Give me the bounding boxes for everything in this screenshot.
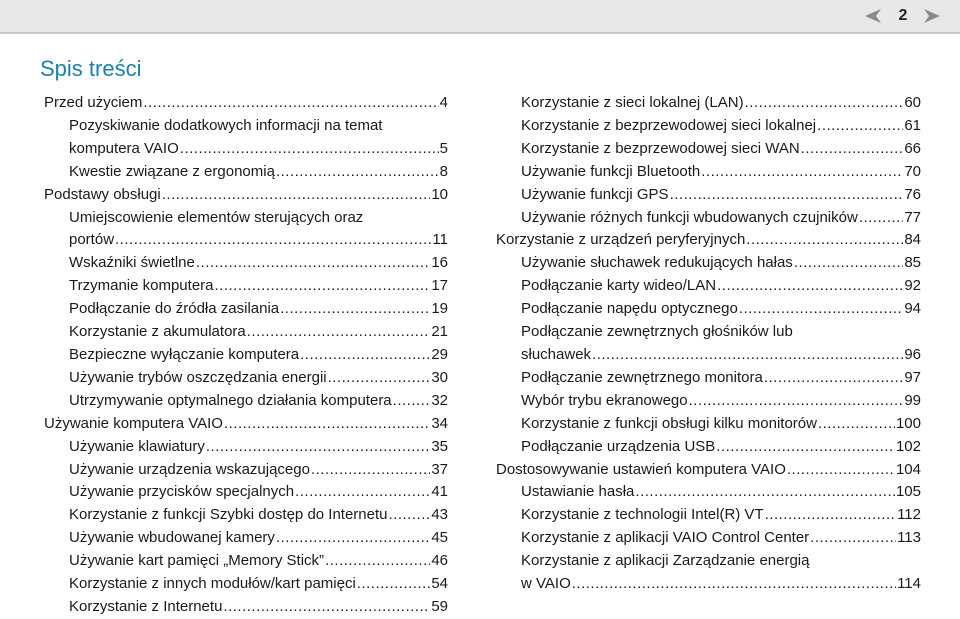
toc-entry[interactable] (44, 550, 448, 573)
toc-entry-line (521, 390, 921, 413)
toc-page-number: 35 (431, 437, 448, 455)
toc-page-number: 66 (904, 139, 921, 157)
dot-leader (670, 184, 904, 207)
toc-entry-line (69, 459, 448, 482)
toc-entry[interactable] (44, 527, 448, 550)
toc-entry-title: Utrzymywanie optymalnego działania komputera (69, 391, 392, 409)
toc-entry-line (69, 298, 448, 321)
toc-entry-line (521, 413, 921, 436)
page-number: 2 (898, 7, 908, 24)
toc-entry-line (69, 344, 448, 367)
toc-entry[interactable] (496, 413, 921, 436)
toc-entry-title: Podłączanie urządzenia USB (521, 437, 716, 455)
dot-leader (689, 390, 904, 413)
toc-page-number: 94 (904, 300, 921, 318)
toc-entry-title: Korzystanie z funkcji Szybki dostęp do Internetu (69, 506, 388, 524)
toc-page-number: 92 (904, 277, 921, 295)
dot-leader (143, 92, 438, 115)
toc-entry-line (521, 207, 921, 230)
toc-entry[interactable] (44, 298, 448, 321)
toc-entry-title: Używanie słuchawek redukujących hałas (521, 254, 793, 272)
toc-page-number: 19 (431, 300, 448, 318)
toc-entry-title: Korzystanie z sieci lokalnej (LAN) (521, 94, 744, 111)
toc-page-number: 16 (431, 254, 448, 272)
toc-entry-line (69, 275, 448, 298)
toc-entry-line (69, 573, 448, 596)
toc-page-number: 59 (431, 597, 448, 615)
toc-entry[interactable] (496, 481, 921, 504)
dot-leader (115, 229, 431, 252)
toc-entry[interactable] (496, 92, 921, 115)
toc-page-number: 8 (439, 162, 448, 180)
toc-entry[interactable] (44, 115, 448, 161)
toc-section-entry[interactable] (44, 92, 448, 115)
toc-entry-title: Używanie trybów oszczędzania energii (69, 368, 327, 386)
toc-column-left (44, 92, 448, 619)
toc-entry-title: Ustawianie hasła (521, 483, 635, 501)
toc-entry-line (521, 573, 921, 596)
toc-entry-title: Używanie klawiatury (69, 437, 205, 455)
toc-entry[interactable] (496, 504, 921, 527)
top-bar (0, 0, 960, 32)
toc-entry[interactable] (496, 115, 921, 138)
dot-leader (794, 252, 904, 275)
toc-page-number: 11 (432, 231, 448, 249)
toc-entry[interactable] (44, 207, 448, 253)
toc-entry-title: Trzymanie komputera (69, 277, 214, 295)
toc-page-number: 32 (431, 391, 448, 409)
toc-entry-line (69, 550, 448, 573)
toc-entry-line (69, 481, 448, 504)
toc-page-number: 61 (904, 116, 921, 134)
toc-entry-line (521, 161, 921, 184)
toc-entry-line (521, 367, 921, 390)
toc-entry-line (521, 92, 921, 115)
toc-page-number: 46 (431, 552, 448, 570)
toc-entry-line (69, 390, 448, 413)
toc-entry-title: Korzystanie z innych modułów/kart pamięci (69, 575, 356, 593)
toc-page-number: 43 (431, 506, 448, 524)
toc-page-number: 29 (431, 345, 448, 363)
dot-leader (357, 573, 431, 596)
toc-entry[interactable] (44, 390, 448, 413)
toc-entry-title: Korzystanie z technologii Intel(R) VT (521, 506, 764, 524)
toc-entry[interactable] (44, 367, 448, 390)
toc-entry-line (496, 459, 921, 482)
toc-entry[interactable] (496, 252, 921, 275)
dot-leader (764, 367, 904, 390)
toc-entry[interactable] (496, 527, 921, 550)
toc-entry[interactable] (44, 573, 448, 596)
toc-entry-line (69, 138, 448, 161)
dot-leader (196, 252, 430, 275)
toc-entry-title: Pozyskiwanie dodatkowych informacji na temat (69, 116, 383, 134)
toc-page-number: 97 (904, 368, 921, 386)
toc-entry[interactable] (44, 596, 448, 619)
arrow-right-icon (924, 9, 940, 23)
toc-entry-line (521, 252, 921, 275)
toc-page-number: 114 (897, 575, 921, 593)
toc-entry-title: Podłączanie do źródła zasilania (69, 300, 280, 318)
toc-page-number: 84 (904, 231, 921, 249)
toc-entry-line (69, 367, 448, 390)
toc-entry[interactable] (496, 275, 921, 298)
dot-leader (635, 481, 895, 504)
toc-entry-title: Używanie kart pamięci „Memory Stick” (69, 552, 325, 570)
toc-entry-line (521, 115, 921, 138)
toc-entry-title: Podłączanie karty wideo/LAN (521, 277, 717, 295)
toc-page-number: 4 (439, 94, 448, 111)
dot-leader (280, 298, 430, 321)
toc-entry-title: Używanie wbudowanej kamery (69, 529, 275, 547)
toc-entry-title: Korzystanie z aplikacji Zarządzanie energią (521, 552, 810, 570)
toc-entry-line (521, 527, 921, 550)
toc-entry[interactable] (496, 550, 921, 596)
page-title: Spis treści (40, 56, 142, 81)
dot-leader (859, 207, 903, 230)
dot-leader (818, 413, 895, 436)
toc-entry-line (521, 481, 921, 504)
toc-entry-title: Korzystanie z Internetu (69, 597, 223, 615)
toc-entry[interactable] (496, 207, 921, 230)
toc-page-number: 70 (904, 162, 921, 180)
toc-entry[interactable] (496, 436, 921, 459)
toc-entry-line (44, 184, 448, 207)
toc-entry-line (496, 229, 921, 252)
prev-page-button[interactable] (865, 0, 881, 32)
dot-leader (701, 161, 903, 184)
toc-page-number: 112 (897, 506, 921, 524)
toc-entry-title: Przed użyciem (44, 94, 143, 111)
toc-section-entry[interactable] (496, 229, 921, 252)
toc-entry-title: Wybór trybu ekranowego (521, 391, 688, 409)
toc-entry-title-continued: w VAIO (521, 575, 571, 593)
toc-page-number: 10 (431, 185, 448, 203)
toc-entry-title: Używanie funkcji Bluetooth (521, 162, 701, 180)
dot-leader (801, 138, 904, 161)
dot-leader (162, 184, 431, 207)
toc-entry-title: Korzystanie z bezprzewodowej sieci WAN (521, 139, 800, 157)
dot-leader (223, 596, 430, 619)
toc-column-right (496, 92, 921, 596)
dot-leader (224, 413, 430, 436)
toc-entry-line (521, 275, 921, 298)
toc-page-number: 76 (904, 185, 921, 203)
toc-page-number: 5 (439, 139, 448, 157)
toc-entry-title: Korzystanie z funkcji obsługi kilku monitorów (521, 414, 817, 432)
toc-entry-title: Podstawy obsługi (44, 185, 161, 203)
toc-page-number: 105 (895, 483, 921, 501)
toc-entry-title: Bezpieczne wyłączanie komputera (69, 345, 300, 363)
toc-entry[interactable] (44, 481, 448, 504)
toc-entry[interactable] (44, 252, 448, 275)
toc-entry-title: Używanie urządzenia wskazującego (69, 460, 310, 478)
toc-entry-line (521, 504, 921, 527)
toc-entry-title: Dostosowywanie ustawień komputera VAIO (496, 460, 786, 478)
toc-page-number: 102 (895, 437, 921, 455)
toc-entry-title: Podłączanie zewnętrznego monitora (521, 368, 763, 386)
toc-entry[interactable] (44, 344, 448, 367)
toc-entry[interactable] (496, 138, 921, 161)
toc-entry-line (44, 413, 448, 436)
toc-entry-title: Wskaźniki świetlne (69, 254, 195, 272)
toc-page-number: 77 (904, 208, 921, 226)
toc-entry[interactable] (496, 298, 921, 321)
dot-leader (247, 321, 431, 344)
toc-page-number: 21 (431, 323, 448, 341)
toc-entry-title: Kwestie związane z ergonomią (69, 162, 275, 180)
toc-entry-title: Podłączanie zewnętrznych głośników lub (521, 323, 793, 341)
toc-section-entry[interactable] (44, 413, 448, 436)
toc-entry[interactable] (44, 504, 448, 527)
toc-page-number: 41 (431, 483, 448, 501)
toc-entry-title: Korzystanie z aplikacji VAIO Control Center (521, 529, 810, 547)
toc-entry-title-continued: słuchawek (521, 345, 592, 363)
toc-entry-title-continued: portów (69, 231, 115, 249)
toc-page-number: 99 (904, 391, 921, 409)
toc-page-number: 34 (431, 414, 448, 432)
dot-leader (276, 527, 430, 550)
toc-entry-title: Podłączanie napędu optycznego (521, 300, 738, 318)
dot-leader (739, 298, 903, 321)
dot-leader (276, 161, 439, 184)
toc-entry-line (521, 344, 921, 367)
toc-entry-title: Używanie komputera VAIO (44, 414, 223, 432)
toc-page-number: 104 (895, 460, 921, 478)
toc-entry-title: Korzystanie z bezprzewodowej sieci lokalnej (521, 116, 817, 134)
toc-entry-title: Korzystanie z urządzeń peryferyjnych (496, 231, 746, 249)
dot-leader (810, 527, 896, 550)
dot-leader (180, 138, 439, 161)
dot-leader (765, 504, 896, 527)
toc-entry-line (44, 92, 448, 115)
dot-leader (787, 459, 895, 482)
toc-entry[interactable] (44, 161, 448, 184)
toc-page-number: 54 (431, 575, 448, 593)
toc-entry[interactable] (496, 321, 921, 367)
toc-page-number: 113 (897, 529, 921, 547)
dot-leader (745, 92, 904, 115)
toc-page-number: 85 (904, 254, 921, 272)
dot-leader (311, 459, 430, 482)
toc-entry-title: Używanie różnych funkcji wbudowanych czujników (521, 208, 858, 226)
toc-entry-line (521, 138, 921, 161)
toc-entry[interactable] (44, 436, 448, 459)
toc-entry-title-continued: komputera VAIO (69, 139, 179, 157)
toc-entry-title: Używanie funkcji GPS (521, 185, 669, 203)
toc-page-number: 30 (431, 368, 448, 386)
dot-leader (717, 275, 903, 298)
toc-entry[interactable] (496, 390, 921, 413)
toc-entry[interactable] (44, 321, 448, 344)
toc-entry-line (69, 252, 448, 275)
toc-page-number: 37 (431, 460, 448, 478)
toc-page-number: 100 (895, 414, 921, 432)
toc-entry-line (69, 229, 448, 252)
toc-entry[interactable] (496, 161, 921, 184)
toc-page-number: 60 (904, 94, 921, 111)
dot-leader (716, 436, 895, 459)
toc-entry-line (521, 298, 921, 321)
toc-entry[interactable] (44, 459, 448, 482)
toc-entry-title: Korzystanie z akumulatora (69, 323, 246, 341)
dot-leader (328, 367, 431, 390)
toc-entry[interactable] (44, 275, 448, 298)
toc-page-number: 17 (431, 277, 448, 295)
toc-entry-line (69, 527, 448, 550)
toc-entry[interactable] (496, 367, 921, 390)
dot-leader (572, 573, 896, 596)
dot-leader (393, 390, 431, 413)
dot-leader (325, 550, 430, 573)
dot-leader (300, 344, 430, 367)
toc-entry-line (69, 436, 448, 459)
next-page-button[interactable] (924, 0, 940, 32)
toc-entry-line (521, 184, 921, 207)
toc-section-entry[interactable] (496, 459, 921, 482)
toc-entry-title: Używanie przycisków specjalnych (69, 483, 295, 501)
dot-leader (295, 481, 430, 504)
dot-leader (817, 115, 903, 138)
toc-page-number: 45 (431, 529, 448, 547)
toc-entry-line (69, 321, 448, 344)
toc-entry-line (521, 436, 921, 459)
toc-entry-line (69, 504, 448, 527)
toc-section-entry[interactable] (44, 184, 448, 207)
dot-leader (746, 229, 903, 252)
toc-entry-line (69, 596, 448, 619)
toc-entry-line (69, 161, 448, 184)
dot-leader (215, 275, 431, 298)
dot-leader (206, 436, 430, 459)
dot-leader (389, 504, 431, 527)
arrow-left-icon (865, 9, 881, 23)
toc-entry-title: Umiejscowienie elementów sterujących oraz (69, 208, 364, 226)
toc-entry[interactable] (496, 184, 921, 207)
top-divider (0, 32, 960, 34)
toc-page-number: 96 (904, 345, 921, 363)
dot-leader (592, 344, 903, 367)
